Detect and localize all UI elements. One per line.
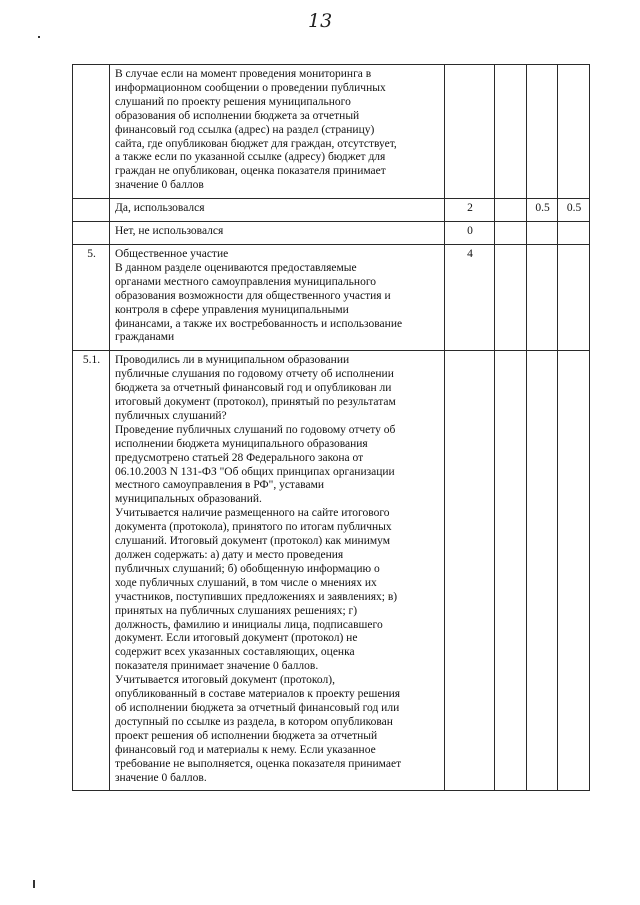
item-number-cell [73, 222, 110, 245]
criterion-text-line: должен содержать: а) дату и место проведения [115, 549, 344, 561]
criterion-text-line: финансовый год и материалы к нему. Если указанное [115, 743, 376, 756]
criterion-text-line: значение 0 баллов [115, 179, 204, 192]
criterion-text-line: слушаний по проекту решения муниципального [115, 95, 351, 108]
score-cell-1 [495, 222, 527, 245]
criterion-text-line: образования об исполнении бюджета за отчетный [115, 109, 360, 122]
criterion-text-line: об исполнении бюджета за отчетный финансовый год или [115, 701, 400, 714]
criterion-text-line: муниципальных образований. [115, 493, 262, 506]
criterion-text-line: финансовый год ссылка (адрес) на раздел (страницу) [115, 123, 375, 136]
criterion-text-line: местного самоуправления в РФ", уставами [115, 479, 325, 492]
table-row [73, 65, 590, 199]
score-cell-2 [527, 222, 558, 245]
score-cell-3 [558, 244, 590, 350]
criterion-text-line: информационном сообщении о проведении публичных [115, 81, 386, 94]
table-row [73, 244, 590, 350]
page-number: 13 [308, 10, 333, 32]
criterion-text-line: органами местного самоуправления муниципального [115, 275, 377, 288]
criterion-text-line: 06.10.2003 N 131-ФЗ "Об общих принципах организации [115, 465, 395, 478]
score-cell-1 [495, 65, 527, 199]
score-cell-1 [495, 199, 527, 222]
criterion-text-line: принятых на публичных слушаниях решениях; г) [115, 604, 358, 617]
score-cell-3 [558, 65, 590, 199]
criterion-text-line: ходе публичных слушаний, в том числе о мнениях их [115, 576, 377, 589]
criterion-text-line: публичных слушаний; б) обобщенную информацию о [115, 562, 380, 575]
criterion-text-line: участников, поступивших предложениях и заявлениях; в) [115, 590, 398, 603]
evaluation-table [72, 64, 590, 791]
item-number-cell: 5.1. [73, 351, 110, 791]
criterion-text-line: бюджета за отчетный финансовый год и опубликован ли [115, 382, 392, 395]
criterion-text-line: исполнении бюджета муниципального образования [115, 437, 368, 450]
criterion-text-line: итоговый документ (протокол), принятый по результатам [115, 396, 396, 409]
criterion-text-line: финансами, а также их востребованность и использование [115, 317, 403, 330]
criterion-text-line: опубликованный в составе материалов к проекту решения [115, 688, 401, 701]
criterion-text-line: граждан не опубликован, оценка показателя принимает [115, 165, 386, 178]
criterion-text-line: Проведение публичных слушаний по годовому отчету об [115, 423, 396, 436]
score-cell-2: 0.5 [527, 199, 558, 222]
criterion-text-line: доступный по ссылке из раздела, в котором опубликован [115, 715, 393, 728]
criterion-text-cell [110, 244, 445, 350]
criterion-text-line: требование не выполняется, оценка показателя принимает [115, 757, 402, 770]
criterion-text-line: документа (протокола), принятого по итогам публичных [115, 521, 392, 534]
criterion-text-line: В данном разделе оцениваются предоставляемые [115, 261, 357, 274]
scan-speck [38, 36, 40, 38]
score-cell-3: 0.5 [558, 199, 590, 222]
table-row [73, 199, 590, 222]
item-number-cell [73, 65, 110, 199]
criterion-text-line: сайта, где опубликован бюджет для граждан, отсутствует, [115, 137, 397, 150]
criterion-text-line: гражданами [115, 331, 175, 344]
criterion-text-line: показателя принимает значение 0 баллов. [115, 660, 319, 673]
score-cell-1 [495, 244, 527, 350]
score-cell-3 [558, 222, 590, 245]
criterion-text-line: значение 0 баллов. [115, 771, 207, 784]
table-row [73, 351, 590, 791]
criterion-text-line: публичные слушания по годовому отчету об исполнении [115, 368, 394, 381]
criterion-text-line: Проводились ли в муниципальном образовании [115, 354, 350, 367]
criterion-text-cell [110, 65, 445, 199]
criterion-text-line: контроля в сфере управления муниципальными [115, 303, 349, 316]
criterion-text-line: публичных слушаний? [115, 409, 227, 422]
criterion-text-line: а также если по указанной ссылке (адресу) бюджет для [115, 151, 386, 164]
criterion-text-cell [110, 199, 445, 222]
table-row [73, 222, 590, 245]
score-cell-2 [527, 351, 558, 791]
max-points-cell [445, 65, 495, 199]
max-points-cell: 0 [445, 222, 495, 245]
criterion-text-line: Учитывается итоговый документ (протокол), [115, 674, 335, 687]
max-points-cell: 2 [445, 199, 495, 222]
max-points-cell [445, 351, 495, 791]
criterion-text-cell [110, 351, 445, 791]
scan-speck [33, 880, 35, 888]
criterion-text-line: содержит всех указанных составляющих, оценка [115, 646, 355, 659]
item-number-cell: 5. [73, 244, 110, 350]
criterion-text-line: предусмотрено статьей 28 Федерального закона от [115, 451, 364, 464]
criterion-text-line: Нет, не использовался [115, 225, 224, 238]
score-cell-2 [527, 244, 558, 350]
score-cell-1 [495, 351, 527, 791]
criterion-text-line: документ. Если итоговый документ (протокол) не [115, 632, 358, 645]
criterion-text-line: должность, фамилию и инициалы лица, подписавшего [115, 618, 383, 631]
criterion-text-line: слушаний. Итоговый документ (протокол) как минимум [115, 535, 390, 548]
criterion-text-line: В случае если на момент проведения мониторинга в [115, 68, 372, 80]
criterion-text-line: Да, использовался [115, 202, 205, 215]
score-cell-3 [558, 351, 590, 791]
max-points-cell: 4 [445, 244, 495, 350]
criterion-text-line: проект решения об исполнении бюджета за отчетный [115, 729, 378, 742]
criterion-text-line: образования возможности для общественного участия и [115, 289, 391, 302]
criterion-text-line: Общественное участие [115, 247, 229, 260]
table-body [73, 65, 590, 791]
item-number-cell [73, 199, 110, 222]
score-cell-2 [527, 65, 558, 199]
criterion-text-cell [110, 222, 445, 245]
criterion-text-line: Учитывается наличие размещенного на сайте итогового [115, 507, 390, 520]
